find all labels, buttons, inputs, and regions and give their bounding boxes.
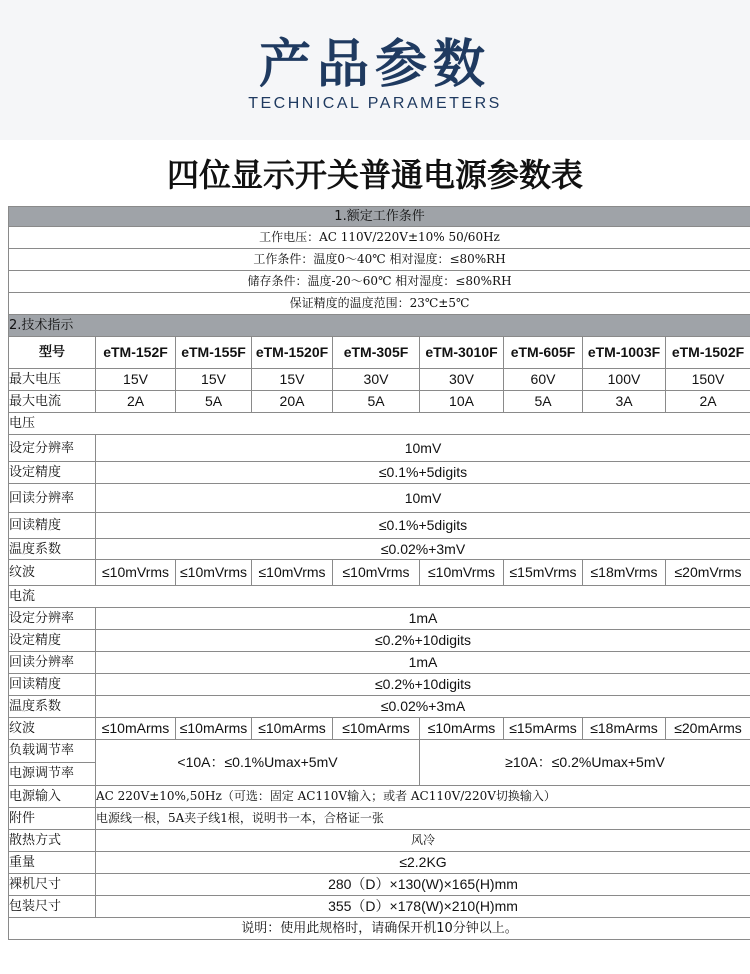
model-cell: eTM-1003F: [583, 337, 666, 369]
table-row: [9, 696, 750, 718]
value-cell: ≤0.02%+3mA: [96, 696, 750, 718]
value-cell: AC 220V±10%,50Hz（可选：固定 AC110V输入；或者 AC110V/220V切换输入）: [96, 786, 750, 808]
table-row: [9, 539, 750, 560]
value-cell: 30V: [333, 369, 420, 391]
value-cell: 60V: [504, 369, 583, 391]
value-cell: 15V: [252, 369, 333, 391]
row-label: 电源输入: [9, 786, 96, 808]
model-cell: eTM-1520F: [252, 337, 333, 369]
table-row: [9, 513, 750, 539]
row-label: 设定分辨率: [9, 435, 96, 462]
row-label: 重量: [9, 852, 96, 874]
value-cell: 5A: [333, 391, 420, 413]
value-cell: 150V: [666, 369, 750, 391]
group-title: 电压: [9, 413, 750, 435]
value-cell: 风冷: [96, 830, 750, 852]
source-regulation-label: 电源调节率: [9, 766, 75, 781]
table-row: [9, 896, 750, 918]
value-cell: ≤0.1%+5digits: [96, 513, 750, 539]
table-row: [9, 652, 750, 674]
value-cell: ≤20mArms: [666, 718, 750, 740]
footnote: 说明：使用此规格时，请确保开机10分钟以上。: [9, 918, 750, 940]
model-cell: eTM-155F: [176, 337, 252, 369]
section-row-rated: [9, 207, 750, 227]
table-row: [9, 435, 750, 462]
storage-condition: 储存条件：温度-20～60℃ 相对湿度：≤80%RH: [9, 271, 750, 293]
table-row: [9, 852, 750, 874]
section-title: 1.额定工作条件: [9, 207, 750, 227]
row-label: 设定精度: [9, 630, 96, 652]
row-label: 回读分辨率: [9, 652, 96, 674]
value-cell: 100V: [583, 369, 666, 391]
table-row: [9, 630, 750, 652]
row-label: 设定分辨率: [9, 608, 96, 630]
row-label: 附件: [9, 808, 96, 830]
value-cell: ≤15mVrms: [504, 560, 583, 586]
table-row: [9, 674, 750, 696]
page-title: 产品参数: [258, 35, 491, 95]
row-label: 最大电流: [9, 391, 96, 413]
row-label: 最大电压: [9, 369, 96, 391]
row-label: 回读精度: [9, 513, 96, 539]
value-cell: ≤2.2KG: [96, 852, 750, 874]
value-cell: ≤0.2%+10digits: [96, 630, 750, 652]
model-cell: eTM-152F: [96, 337, 176, 369]
model-label: 型号: [9, 337, 96, 369]
table-row: [9, 786, 750, 808]
value-cell: 5A: [176, 391, 252, 413]
value-cell: ≤10mArms: [252, 718, 333, 740]
regulation-labels: [9, 740, 96, 786]
section-title: 2.技术指示: [9, 315, 750, 337]
value-cell: ≤10mArms: [96, 718, 176, 740]
spec-table: [8, 206, 750, 940]
table-row: [9, 874, 750, 896]
value-cell: ≤10mArms: [333, 718, 420, 740]
value-cell: 30V: [420, 369, 504, 391]
page-subtitle: TECHNICAL PARAMETERS: [248, 95, 502, 112]
row-label: 纹波: [9, 560, 96, 586]
row-label: 设定精度: [9, 462, 96, 484]
value-cell: 15V: [96, 369, 176, 391]
regulation-low: <10A：≤0.1%Umax+5mV: [96, 740, 420, 786]
row-label: 纹波: [9, 718, 96, 740]
model-row: [9, 337, 750, 369]
value-cell: 15V: [176, 369, 252, 391]
table-row: [9, 484, 750, 513]
value-cell: ≤10mVrms: [420, 560, 504, 586]
regulation-high: ≥10A：≤0.2%Umax+5mV: [420, 740, 750, 786]
table-row: [9, 249, 750, 271]
value-cell: 10mV: [96, 484, 750, 513]
group-row-voltage: [9, 413, 750, 435]
regulation-row: [9, 740, 750, 786]
value-cell: 1mA: [96, 608, 750, 630]
accuracy-temp-range: 保证精度的温度范围：23℃±5℃: [9, 293, 750, 315]
value-cell: ≤10mVrms: [96, 560, 176, 586]
value-cell: 20A: [252, 391, 333, 413]
value-cell: 2A: [666, 391, 750, 413]
current-ripple-row: [9, 718, 750, 740]
value-cell: ≤10mVrms: [333, 560, 420, 586]
value-cell: 280（D）×130(W)×165(H)mm: [96, 874, 750, 896]
header-banner: [0, 0, 750, 140]
rated-voltage: 工作电压：AC 110V/220V±10% 50/60Hz: [9, 227, 750, 249]
model-cell: eTM-1502F: [666, 337, 750, 369]
table-row: [9, 830, 750, 852]
section-row-tech: [9, 315, 750, 337]
table-title: 四位显示开关普通电源参数表: [166, 156, 583, 194]
model-cell: eTM-605F: [504, 337, 583, 369]
value-cell: ≤0.1%+5digits: [96, 462, 750, 484]
value-cell: ≤18mVrms: [583, 560, 666, 586]
value-cell: 10mV: [96, 435, 750, 462]
value-cell: ≤20mVrms: [666, 560, 750, 586]
row-label: 温度系数: [9, 539, 96, 560]
value-cell: ≤10mArms: [176, 718, 252, 740]
value-cell: 10A: [420, 391, 504, 413]
operating-condition: 工作条件：温度0～40℃ 相对湿度：≤80%RH: [9, 249, 750, 271]
row-label: 回读精度: [9, 674, 96, 696]
row-label: 裸机尺寸: [9, 874, 96, 896]
group-title: 电流: [9, 586, 750, 608]
model-cell: eTM-3010F: [420, 337, 504, 369]
table-row: [9, 271, 750, 293]
voltage-ripple-row: [9, 560, 750, 586]
row-label: 回读分辨率: [9, 484, 96, 513]
group-row-current: [9, 586, 750, 608]
value-cell: 355（D）×178(W)×210(H)mm: [96, 896, 750, 918]
row-label: 包装尺寸: [9, 896, 96, 918]
value-cell: ≤18mArms: [583, 718, 666, 740]
value-cell: ≤0.02%+3mV: [96, 539, 750, 560]
value-cell: ≤15mArms: [504, 718, 583, 740]
value-cell: ≤0.2%+10digits: [96, 674, 750, 696]
table-row: [9, 808, 750, 830]
max-current-row: [9, 391, 750, 413]
table-row: [9, 227, 750, 249]
value-cell: 3A: [583, 391, 666, 413]
value-cell: 2A: [96, 391, 176, 413]
table-row: [9, 608, 750, 630]
max-voltage-row: [9, 369, 750, 391]
value-cell: ≤10mVrms: [252, 560, 333, 586]
load-regulation-label: 负载调节率: [9, 740, 95, 763]
value-cell: ≤10mVrms: [176, 560, 252, 586]
note-row: [9, 918, 750, 940]
table-row: [9, 293, 750, 315]
value-cell: 1mA: [96, 652, 750, 674]
table-row: [9, 462, 750, 484]
row-label: 散热方式: [9, 830, 96, 852]
value-cell: ≤10mArms: [420, 718, 504, 740]
row-label: 温度系数: [9, 696, 96, 718]
value-cell: 5A: [504, 391, 583, 413]
value-cell: 电源线一根，5A夹子线1根，说明书一本，合格证一张: [96, 808, 750, 830]
model-cell: eTM-305F: [333, 337, 420, 369]
